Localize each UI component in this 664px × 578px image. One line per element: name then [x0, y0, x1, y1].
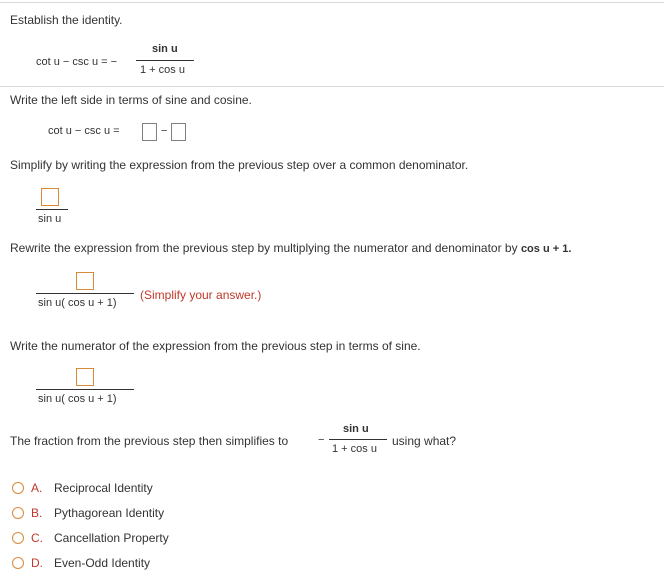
option-a-text: Reciprocal Identity	[54, 481, 153, 495]
step5-question-post: using what?	[392, 434, 457, 448]
step3-instruction-term: cos u + 1.	[520, 243, 572, 255]
step1-answer-box-2[interactable]	[171, 123, 186, 141]
step4-fraction-bar	[36, 389, 134, 390]
top-divider	[0, 2, 664, 3]
step3-numerator-box[interactable]	[76, 272, 94, 290]
step4-numerator-box[interactable]	[76, 368, 94, 386]
option-c-letter: C.	[31, 531, 43, 545]
step3-denominator: sin u( cos u + 1)	[38, 297, 117, 309]
step5-minus: −	[318, 434, 325, 446]
step5-question-pre: The fraction from the previous step then simplifies to	[10, 434, 289, 448]
step2-numerator-box[interactable]	[41, 188, 59, 206]
option-b-letter: B.	[31, 506, 43, 520]
option-a[interactable]	[12, 480, 212, 496]
step3-instruction-text: Rewrite the expression from the previous step by multiplying the numerator and denominator by	[10, 241, 518, 255]
radio-d[interactable]	[12, 557, 24, 569]
option-b-text: Pythagorean Identity	[54, 506, 165, 520]
option-c-text: Cancellation Property	[54, 531, 169, 545]
step1-instruction: Write the left side in terms of sine and cosine.	[10, 93, 252, 107]
identity-denominator: 1 + cos u	[140, 64, 185, 76]
step2-denominator: sin u	[38, 213, 62, 225]
option-d-letter: D.	[31, 556, 43, 570]
step1-answer-box-1[interactable]	[142, 123, 157, 141]
step4-instruction: Write the numerator of the expression from the previous step in terms of sine.	[10, 339, 421, 353]
step1-minus: −	[161, 125, 168, 137]
option-d-text: Even-Odd Identity	[54, 556, 151, 570]
step3-fraction-bar	[36, 293, 134, 294]
step5-denominator: 1 + cos u	[332, 443, 377, 455]
identity-fraction-bar	[136, 60, 194, 61]
step5-fraction-bar	[329, 439, 387, 440]
option-a-letter: A.	[31, 481, 43, 495]
step2-instruction: Simplify by writing the expression from the previous step over a common denominator.	[10, 158, 469, 172]
identity-numerator: sin u	[152, 43, 178, 55]
step1-lhs: cot u − csc u =	[48, 125, 120, 137]
radio-c[interactable]	[12, 532, 24, 544]
step2-fraction-bar	[36, 209, 68, 210]
identity-lhs: cot u − csc u = −	[36, 56, 118, 68]
option-d[interactable]	[12, 555, 212, 571]
option-b[interactable]	[12, 505, 212, 521]
radio-a[interactable]	[12, 482, 24, 494]
option-c[interactable]	[12, 530, 212, 546]
step4-denominator: sin u( cos u + 1)	[38, 393, 117, 405]
instruction-establish: Establish the identity.	[10, 13, 123, 27]
header-divider	[0, 86, 664, 87]
step5-numerator: sin u	[343, 423, 369, 435]
step3-instruction	[10, 241, 571, 255]
step3-hint: (Simplify your answer.)	[140, 288, 262, 302]
radio-b[interactable]	[12, 507, 24, 519]
